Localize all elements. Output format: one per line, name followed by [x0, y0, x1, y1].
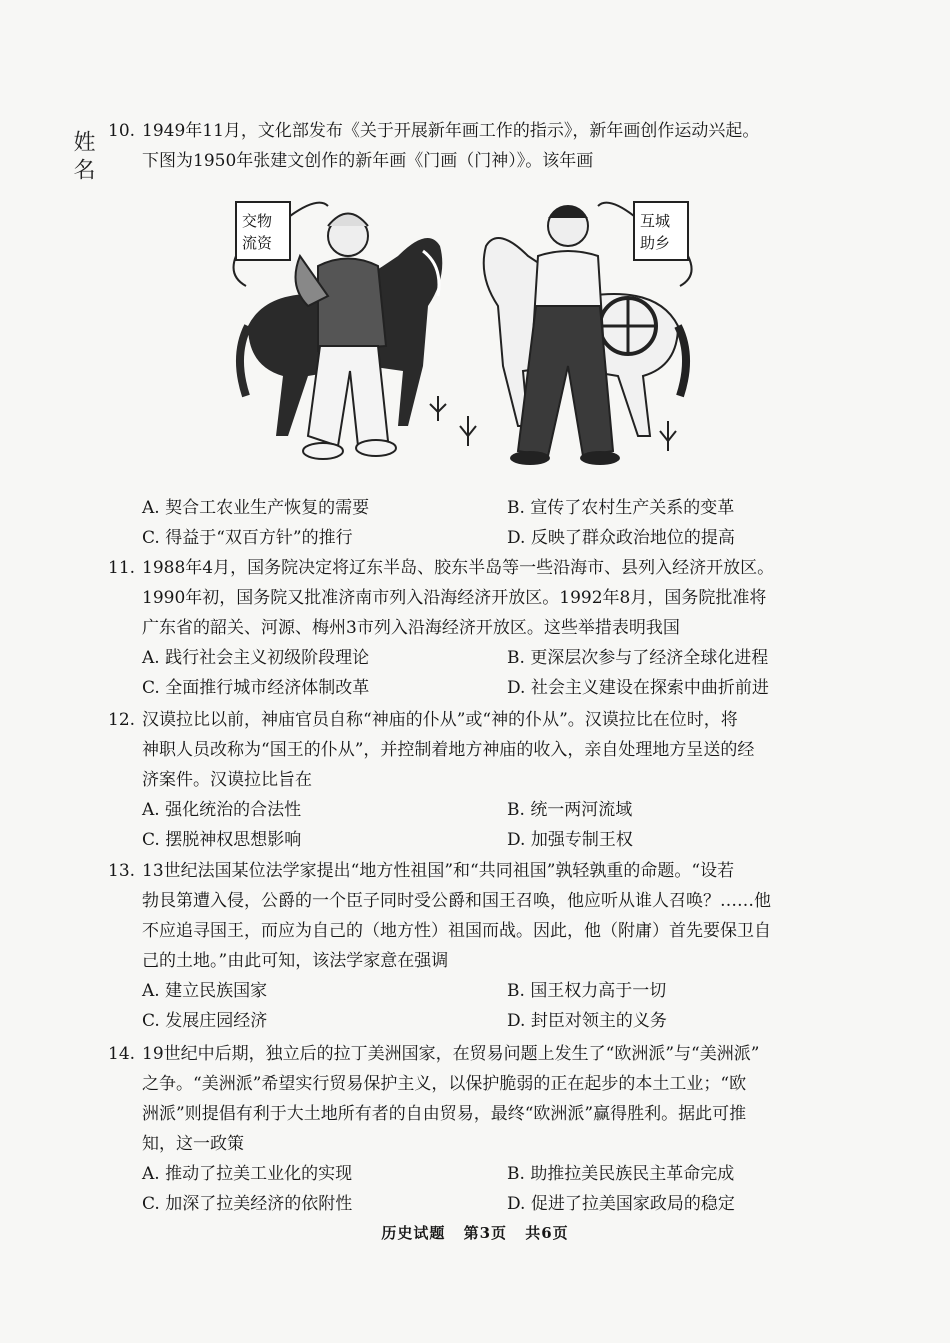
option-a[interactable]: A. 强化统治的合法性 [142, 800, 302, 820]
question-text-line: 之争。“美洲派”希望实行贸易保护主义，以保护脆弱的正在起步的本土工业；“欧 [142, 1074, 747, 1094]
question-13 [108, 856, 828, 1036]
left-banner-text-1: 交物 [242, 212, 273, 230]
option-c[interactable]: C. 得益于“双百方针”的推行 [142, 528, 353, 548]
option-b[interactable]: B. 助推拉美民族民主革命完成 [507, 1164, 735, 1184]
option-b[interactable]: B. 更深层次参与了经济全球化进程 [507, 648, 769, 668]
new-year-painting-figure [228, 196, 698, 486]
option-a[interactable]: A. 践行社会主义初级阶段理论 [142, 648, 370, 668]
option-a[interactable]: A. 推动了拉美工业化的实现 [142, 1164, 353, 1184]
margin-handwriting: 姓名 [70, 130, 95, 186]
option-a[interactable]: A. 契合工农业生产恢复的需要 [142, 498, 370, 518]
right-banner-text-2: 助乡 [640, 234, 671, 252]
question-text-line: 1949年11月，文化部发布《关于开展新年画工作的指示》，新年画创作运动兴起。 [142, 121, 760, 141]
left-banner-text-2: 流资 [242, 234, 273, 252]
question-number: 12. [108, 710, 136, 730]
option-c[interactable]: C. 摆脱神权思想影响 [142, 830, 302, 850]
footer-total: 共6页 [525, 1224, 569, 1242]
question-number: 14. [108, 1044, 136, 1064]
question-text-line: 神职人员改称为“国王的仆从”，并控制着地方神庙的收入，亲自处理地方呈送的经 [142, 740, 755, 760]
question-text-line: 广东省的韶关、河源、梅州3市列入沿海经济开放区。这些举措表明我国 [142, 618, 680, 638]
option-d[interactable]: D. 封臣对领主的义务 [507, 1011, 667, 1031]
question-10-options [108, 493, 828, 553]
option-d[interactable]: D. 社会主义建设在探索中曲折前进 [507, 678, 769, 698]
option-b[interactable]: B. 宣传了农村生产关系的变革 [507, 498, 735, 518]
footer-subject: 历史试题 [381, 1224, 446, 1242]
question-text-line: 下图为1950年张建文创作的新年画《门画（门神）》。该年画 [142, 151, 594, 171]
option-d[interactable]: D. 加强专制王权 [507, 830, 633, 850]
question-text-line: 己的土地。”由此可知，该法学家意在强调 [142, 951, 449, 971]
question-text-line: 勃艮第遭入侵，公爵的一个臣子同时受公爵和国王召唤，他应听从谁人召唤？……他 [142, 891, 771, 911]
question-text-line: 汉谟拉比以前，神庙官员自称“神庙的仆从”或“神的仆从”。汉谟拉比在位时，将 [142, 710, 738, 730]
option-b[interactable]: B. 国王权力高于一切 [507, 981, 667, 1001]
option-d[interactable]: D. 反映了群众政治地位的提高 [507, 528, 735, 548]
page-footer [0, 1222, 950, 1243]
question-text-line: 洲派”则提倡有利于大土地所有者的自由贸易，最终“欧洲派”赢得胜利。据此可推 [142, 1104, 747, 1124]
question-text-line: 1990年初，国务院又批准济南市列入沿海经济开放区。1992年8月，国务院批准将 [142, 588, 767, 608]
question-14 [108, 1039, 828, 1219]
option-c[interactable]: C. 全面推行城市经济体制改革 [142, 678, 370, 698]
option-d[interactable]: D. 促进了拉美国家政局的稳定 [507, 1194, 735, 1214]
question-10 [108, 116, 828, 176]
option-a[interactable]: A. 建立民族国家 [142, 981, 268, 1001]
right-banner-text-1: 互城 [640, 212, 671, 230]
option-c[interactable]: C. 加深了拉美经济的依附性 [142, 1194, 353, 1214]
question-number: 10. [108, 121, 136, 141]
question-12 [108, 705, 828, 855]
option-c[interactable]: C. 发展庄园经济 [142, 1011, 268, 1031]
question-text-line: 13世纪法国某位法学家提出“地方性祖国”和“共同祖国”孰轻孰重的命题。“设若 [142, 861, 735, 881]
question-text-line: 不应追寻国王，而应为自己的（地方性）祖国而战。因此，他（附庸）首先要保卫自 [142, 921, 771, 941]
question-number: 13. [108, 861, 136, 881]
question-text-line: 19世纪中后期，独立后的拉丁美洲国家，在贸易问题上发生了“欧洲派”与“美洲派” [142, 1044, 760, 1064]
option-b[interactable]: B. 统一两河流域 [507, 800, 633, 820]
question-text-line: 知，这一政策 [142, 1134, 244, 1154]
left-banner [234, 202, 328, 286]
question-text-line: 1988年4月，国务院决定将辽东半岛、胶东半岛等一些沿海市、县列入经济开放区。 [142, 558, 775, 578]
question-text-line: 济案件。汉谟拉比旨在 [142, 770, 312, 790]
footer-page: 第3页 [463, 1224, 507, 1242]
question-11 [108, 553, 828, 703]
right-banner [598, 202, 692, 286]
question-number: 11. [108, 558, 136, 578]
